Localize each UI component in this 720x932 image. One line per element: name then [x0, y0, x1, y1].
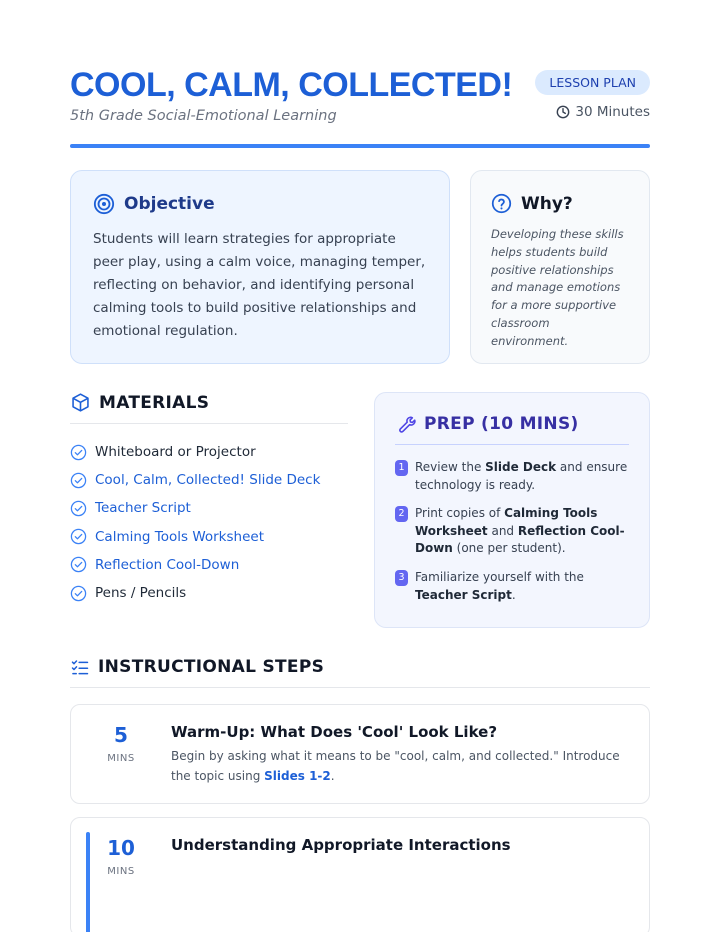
materials-list [70, 438, 348, 607]
objective-card [70, 170, 450, 364]
instructional-steps-section [70, 657, 650, 688]
page-subtitle: 5th Grade Social-Emotional Learning [70, 108, 337, 124]
step-title: Understanding Appropriate Interactions [171, 836, 511, 854]
slides-link[interactable]: Slides 1-2 [264, 768, 331, 783]
prep-list [395, 459, 629, 604]
step-minutes: 10 [107, 836, 135, 860]
list-item [395, 569, 629, 604]
check-circle-icon [70, 585, 87, 602]
list-item[interactable] [70, 494, 348, 522]
step-number-badge: 1 [395, 460, 408, 476]
prep-step-text: Print copies of Calming Tools Worksheet and Reflection Cool-Down (one per student). [415, 506, 625, 556]
check-circle-icon [70, 500, 87, 517]
materials-section [70, 392, 348, 607]
check-circle-icon [70, 472, 87, 489]
materials-divider [70, 423, 348, 424]
objective-text: Students will learn strategies for appropriate peer play, using a calm voice, managing temper, reflecting on behavior, and identifying personal calming tools to build positive relationships and emotional regulation. [93, 231, 426, 339]
header-divider [70, 144, 650, 148]
prep-divider [395, 444, 629, 445]
step-duration [71, 723, 171, 764]
check-circle-icon [70, 528, 87, 545]
material-link-worksheet[interactable]: Calming Tools Worksheet [95, 528, 264, 545]
step-card-interactions [70, 817, 650, 932]
list-item [395, 459, 629, 494]
prep-card [374, 392, 650, 628]
prep-title: PREP (10 MINS) [424, 413, 579, 434]
lesson-plan-badge: LESSON PLAN [535, 70, 650, 95]
step-minutes-label: MINS [107, 753, 135, 764]
materials-title: MATERIALS [99, 392, 210, 413]
list-item [70, 579, 348, 607]
list-item [70, 438, 348, 466]
material-label: Whiteboard or Projector [95, 444, 256, 461]
target-icon [93, 193, 115, 215]
step-description: Begin by asking what it means to be "cool, calm, and collected." Introduce the topic using Slides 1-2. [171, 749, 620, 783]
step-title: Warm-Up: What Does 'Cool' Look Like? [171, 723, 498, 741]
lesson-header [70, 66, 650, 148]
material-label: Pens / Pencils [95, 585, 187, 602]
why-text: Developing these skills helps students build positive relationships and manage emotions for a more supportive classroom environment. [491, 227, 624, 348]
step-number-badge: 2 [395, 506, 408, 522]
step-minutes-label: MINS [107, 866, 135, 877]
check-circle-icon [70, 444, 87, 461]
step-number-badge: 3 [395, 570, 408, 586]
checklist-icon [70, 657, 90, 677]
steps-divider [70, 687, 650, 688]
step-duration [71, 836, 171, 877]
objective-title: Objective [124, 194, 215, 214]
prep-step-text: Familiarize yourself with the Teacher Script. [415, 569, 584, 602]
material-link-teacher-script[interactable]: Teacher Script [95, 500, 191, 517]
list-item [395, 505, 629, 558]
instructional-steps-title: INSTRUCTIONAL STEPS [98, 657, 325, 677]
list-item[interactable] [70, 523, 348, 551]
step-card-warm-up [70, 704, 650, 804]
step-minutes: 5 [114, 723, 128, 747]
box-icon [70, 392, 91, 413]
material-link-slide-deck[interactable]: Cool, Calm, Collected! Slide Deck [95, 472, 321, 489]
list-item[interactable] [70, 551, 348, 579]
wrench-icon [395, 413, 416, 434]
material-link-cool-down[interactable]: Reflection Cool-Down [95, 556, 240, 573]
prep-step-text: Review the Slide Deck and ensure technology is ready. [415, 460, 628, 492]
check-circle-icon [70, 556, 87, 573]
duration [556, 104, 650, 120]
list-item[interactable] [70, 466, 348, 494]
why-card [470, 170, 650, 364]
duration-text: 30 Minutes [575, 104, 650, 120]
question-circle-icon [491, 193, 512, 214]
clock-icon [556, 105, 570, 119]
page-title: COOL, CALM, COLLECTED! [70, 66, 513, 104]
why-title: Why? [521, 193, 573, 214]
